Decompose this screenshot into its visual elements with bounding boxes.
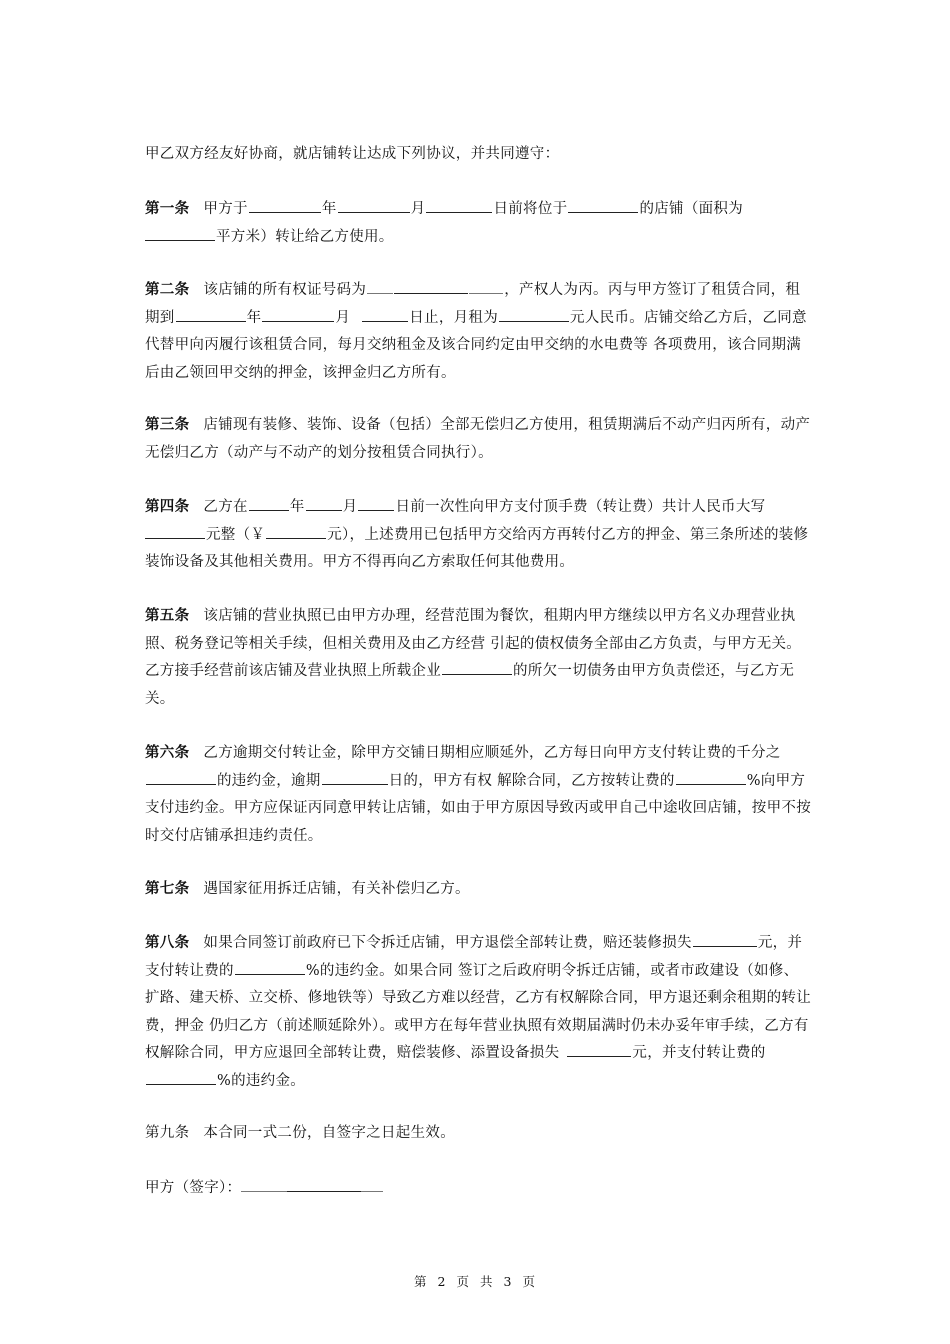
- blank-field[interactable]: [306, 496, 342, 511]
- blank-field[interactable]: [693, 932, 757, 947]
- blank-field[interactable]: [145, 524, 205, 539]
- article-3-text: 店铺现有装修、装饰、设备（包括）全部无偿归乙方使用，租赁期满后不动产归丙所有，动产无偿归乙方（动产与不动产的划分按租赁合同执行）。: [145, 417, 811, 461]
- article-7-text: 遇国家征用拆迁店铺，有关补偿归乙方。: [203, 881, 470, 897]
- party-a-signature-label: 甲方（签字）：: [145, 1180, 242, 1196]
- signature-blank[interactable]: [241, 1177, 287, 1192]
- article-1-label: 第一条: [145, 200, 190, 217]
- article-5: [145, 602, 813, 713]
- blank-field[interactable]: [176, 307, 246, 322]
- article-4: [145, 493, 813, 577]
- article-1: [145, 195, 813, 251]
- article-1-text: 日前将位于: [493, 201, 568, 217]
- article-5-text: 该店铺的营业执照已由甲方办理，经营范围为餐饮，租期内甲方继续以甲方名义办理营业执照、税务登记等相关手续，但相关费用及由乙方经营 引起的债权债务全部由乙方负责，与甲方无关。乙方接手经营前该店铺及营业执照上所载企业: [145, 608, 802, 679]
- article-6-text: %向甲方支付违约金。甲方应保证丙同意甲转让店铺，如由于甲方原因导致丙或甲自己中途收回店铺，按甲不按时交付店铺承担违约责任。: [145, 772, 811, 844]
- article-8-text: %的违约金。: [217, 1072, 306, 1089]
- blank-field[interactable]: [322, 770, 388, 785]
- article-8-text: 元，并支付转让费的: [145, 935, 803, 979]
- article-4-text: 日前一次性向甲方支付顶手费（转让费）共计人民币大写: [395, 499, 766, 515]
- blank-field[interactable]: [358, 496, 394, 511]
- blank-field[interactable]: [249, 198, 321, 213]
- blank-field[interactable]: [338, 198, 410, 213]
- blank-field[interactable]: [146, 1070, 216, 1085]
- article-2-text: 元人民币。店铺交给乙方后，乙同意代替甲向丙履行该租赁合同，每月交纳租金及该合同约定由甲交纳的水电费等 各项费用，该合同期满后由乙领回甲交纳的押金，该押金归乙方所有。: [145, 309, 807, 381]
- blank-field[interactable]: [235, 960, 305, 975]
- article-2-text: 年: [246, 309, 262, 326]
- article-2: [145, 276, 813, 387]
- blank-field[interactable]: [145, 226, 215, 241]
- article-1-text: 月: [410, 201, 426, 217]
- article-2-text: ，产权人为丙。丙与甲方签订了租赁合同，租期到: [145, 282, 801, 326]
- page-footer: [0, 1272, 950, 1290]
- footer-text: 页: [456, 1274, 470, 1289]
- blank-field[interactable]: [146, 770, 216, 785]
- article-8-label: 第八条: [145, 934, 190, 951]
- blank-field[interactable]: [249, 496, 289, 511]
- article-8-text: 如果合同签订前政府已下令拆迁店铺，甲方退偿全部转让费，赔还装修损失: [203, 935, 692, 951]
- article-1-text: 的店铺（面积为: [639, 201, 744, 217]
- blank-field[interactable]: [676, 770, 746, 785]
- article-4-text: 元整（￥: [206, 526, 266, 543]
- article-5-label: 第五条: [145, 607, 190, 624]
- blank-field[interactable]: [394, 279, 468, 294]
- article-7: [145, 875, 813, 904]
- total-page-count: 3: [503, 1274, 513, 1289]
- article-2-text: 该店铺的所有权证号码为: [203, 282, 367, 298]
- article-6-text: 的违约金，逾期: [217, 772, 321, 789]
- article-1-text: 甲方于: [203, 201, 248, 217]
- article-3: [145, 411, 813, 467]
- intro-text: 甲乙双方经友好协商，就店铺转让达成下列协议，并共同遵守：: [145, 146, 560, 162]
- article-1-text: 年: [321, 201, 337, 217]
- article-1-text: 平方米）转让给乙方使用。: [216, 228, 394, 245]
- article-4-text: 年: [289, 499, 305, 515]
- article-8: [145, 929, 813, 1095]
- article-4-label: 第四条: [145, 498, 190, 515]
- blank-field[interactable]: [568, 198, 638, 213]
- blank-field[interactable]: [442, 660, 512, 675]
- article-9-label: 第九条: [145, 1125, 190, 1141]
- article-6-label: 第六条: [145, 744, 190, 761]
- signature-line: [145, 1175, 813, 1203]
- article-7-label: 第七条: [145, 880, 190, 897]
- blank-field[interactable]: [262, 307, 334, 322]
- blank-field[interactable]: [266, 524, 326, 539]
- article-6-text: 乙方逾期交付转让金，除甲方交铺日期相应顺延外，乙方每日向甲方支付转让费的千分之: [203, 745, 781, 761]
- article-4-text: 元），上述费用已包括甲方交给丙方再转付乙方的押金、第三条所述的装修装饰设备及其他相关费用。甲方不得再向乙方索取任何其他费用。: [145, 526, 809, 570]
- current-page-number: 2: [437, 1274, 447, 1289]
- article-4-text: 月: [342, 499, 358, 515]
- article-3-label: 第三条: [145, 416, 190, 433]
- footer-text: 共: [480, 1274, 494, 1289]
- blank-field[interactable]: [367, 279, 393, 294]
- article-2-text: 月: [335, 309, 351, 326]
- article-2-label: 第二条: [145, 281, 190, 298]
- article-4-text: 乙方在: [203, 499, 248, 515]
- article-8-text: 元，并支付转让费的: [632, 1045, 766, 1061]
- article-2-text: 日止，月租为: [409, 309, 499, 326]
- blank-field[interactable]: [426, 198, 492, 213]
- article-9: [145, 1120, 813, 1148]
- article-6-text: 日的，甲方有权 解除合同，乙方按转让费的: [388, 772, 675, 789]
- blank-field[interactable]: [567, 1042, 631, 1057]
- intro-paragraph: [145, 141, 813, 169]
- footer-text: 第: [414, 1274, 428, 1289]
- article-6: [145, 739, 813, 850]
- signature-blank[interactable]: [287, 1177, 361, 1192]
- article-9-text: 本合同一式二份，自签字之日起生效。: [203, 1125, 456, 1141]
- article-5-text: 的所欠一切债务由甲方负责偿还，与乙方无关。: [145, 663, 795, 707]
- blank-field[interactable]: [469, 279, 503, 294]
- footer-text: 页: [522, 1274, 536, 1289]
- blank-field[interactable]: [499, 307, 569, 322]
- article-8-text: %的违约金。如果合同 签订之后政府明令拆迁店铺，或者市政建设（如修、扩路、建天桥、立交桥、修地铁等）导致乙方难以经营，乙方有权解除合同，甲方退还剩余租期的转让费，押金 仍归乙方（前述顺延除外）。或甲方在每年营业执照有效期届满时仍未办妥年审手续，乙方有权解除合同，甲方应退回全部转让费，赔偿装修、添置设备损失: [145, 962, 811, 1061]
- blank-field[interactable]: [362, 307, 408, 322]
- signature-blank[interactable]: [361, 1177, 383, 1192]
